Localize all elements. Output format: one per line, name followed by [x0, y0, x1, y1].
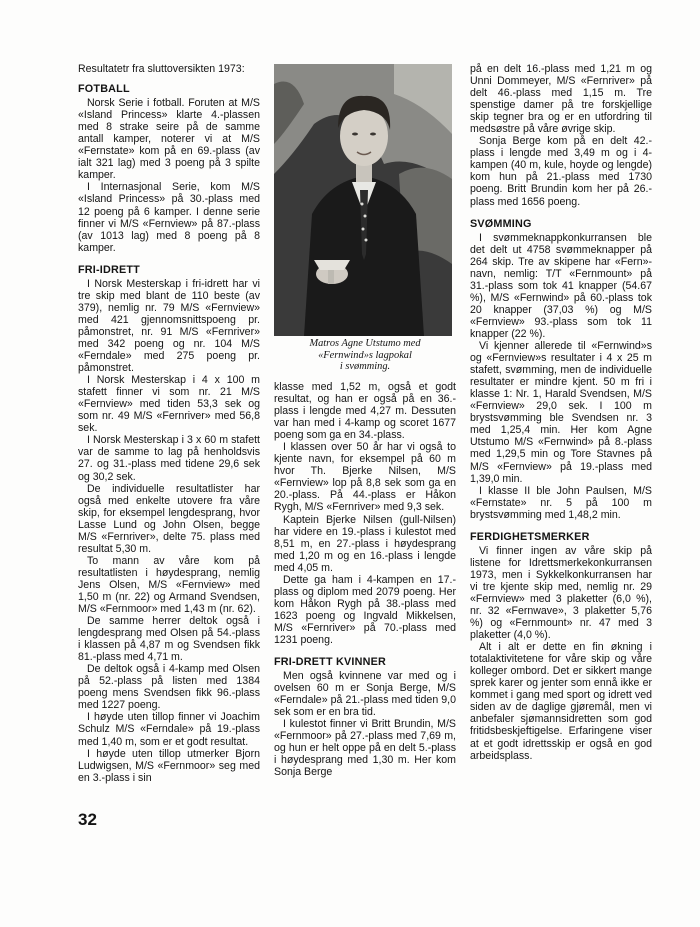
paragraph: I Norsk Mesterskap i fri-idrett har vi tre skip med blant de 110 beste (av 379), nemlig nr. 79 M/S «Fernview» med 421 gjennomsnittspoeng pr. påmonstret, nr. 91 M/S «Fernriver» med 342 poeng og nr. 104 M/S «Ferndale» med 275 poeng pr. påmonstret.: [78, 277, 260, 375]
paragraph: Kaptein Bjerke Nilsen (gull-Nilsen) har videre en 19.-plass i kulestot med 8,51 m, en 27.-plass i høydesprang med 1,20 m og en 16.-plass i lengde med 4,05 m.: [274, 513, 456, 574]
paragraph: I kulestot finner vi Britt Brundin, M/S «Fernmoor» på 27.-plass med 7,69 m, og hun er helt oppe på en delt 5.-plass i høydesprang med 1,30 m. Her kom Sonja Berge: [274, 718, 456, 779]
paragraph: I Norsk Mesterskap i 4 x 100 m stafett finner vi som nr. 21 M/S «Fernview» med tiden 53,3 sek og som nr. 49 M/S «Fernriver» med 56,8 sek.: [78, 374, 260, 435]
column-right: [470, 63, 652, 762]
heading-svomming: SVØMMING: [470, 217, 532, 230]
paragraph: Alt i alt er dette en fin økning i totalaktivitetene for våre skip og våre kolleger ombord. Det er sikkert mange sprek karer og jenter som ennå ikke er kommet i gang med sport og idrett ved siden av de daglige gjøremål, men vi anbefaler sjømannsidretten som god fritidsbeskjeftigelse. Erfaringene viser at et godt idrettsskip er også en god arbeidsplass.: [470, 641, 652, 762]
paragraph: De deltok også i 4-kamp med Olsen på 52.-plass på listen med 1384 poeng mens Svendsen fikk 96.-plass med 1227 poeng.: [78, 663, 260, 712]
paragraph: To mann av våre kom på resultatlisten i høydesprang, nemlig Jens Olsen, M/S «Fernview» med 1,50 m (nr. 22) og Armand Svendsen, M/S «Fernmoor» med 1,43 m (nr. 62).: [78, 554, 260, 616]
paragraph: Sonja Berge kom på en delt 42.-plass i lengde med 3,49 m og i 4-kampen (40 m, kule, hoyde og lengde) kom hun på 21.-plass med 1730 poeng. Britt Brundin kom her på 26.-plass med 1656 poeng.: [470, 135, 652, 208]
paragraph: I høyde uten tillop finner vi Joachim Schulz M/S «Ferndale» på 19.-plass med 1,40 m, som er et godt resultat.: [78, 711, 260, 748]
photo-illustration: [274, 64, 452, 336]
paragraph: Norsk Serie i fotball. Foruten at M/S «Island Princess» klarte 4.-plassen med 8 strake seire på de samme antall kamper, noterer vi at M/S «Fernstate» kom på en 69.-plass (av ialt 321 lag) med 3 poeng på 3 spilte kamper.: [78, 97, 260, 182]
paragraph: I høyde uten tillop utmerker Bjorn Ludwigsen, M/S «Fernmoor» seg med en 3.-plass i sin: [78, 747, 260, 784]
paragraph: på en delt 16.-plass med 1,21 m og Unni Dommeyer, M/S «Fernriver» på delt 46.-plass med 1,15 m. Tre spenstige damer på tre forskjellige skip tegner bra og er en utfordring til medsøstre på våre øvrige skip.: [470, 63, 652, 136]
caption-line: «Fernwind»s lagpokal: [318, 349, 412, 361]
photo-sailor-with-trophy: [274, 64, 452, 336]
paragraph: Men også kvinnene var med og i ovelsen 60 m er Sonja Berge, M/S «Ferndale» på 21.-plass med tiden 9,0 sek som er en bra tid.: [274, 670, 456, 719]
paragraph: I klasse II ble John Paulsen, M/S «Fernstate» nr. 5 på 100 m brystsvømming med 1,48,2 min.: [470, 484, 652, 521]
photo-caption: [274, 338, 456, 373]
column-middle: [274, 381, 456, 779]
paragraph: De individuelle resultatlister har også med enkelte utovere fra våre skip, for eksempel lengdesprang, hvor Lasse Lund og John Olsen, begge M/S «Fernriver», delte 75. plass med resultat 5,30 m.: [78, 482, 260, 555]
heading-ferdighetsmerker: FERDIGHETSMERKER: [470, 530, 590, 543]
paragraph: I klassen over 50 år har vi også to kjente navn, for eksempel på 60 m hvor Th. Bjerke Nilsen, M/S «Fernview» lop på 8,8 sek som ga en 20.-plass. På 44.-plass er Håkon Rygh, M/S «Fernriver» med 9,3 sek.: [274, 441, 456, 514]
paragraph: klasse med 1,52 m, også et godt resultat, og han er også på en 36.-plass i lengde med 4,27 m. Dessuten var han med i 4-kamp og scoret 1677 poeng som ga en 34.-plass.: [274, 381, 456, 442]
paragraph: Vi kjenner allerede til «Fernwind»s og «Fernview»s resultater i 4 x 25 m stafett, svømming, men de individuelle resultater er mindre kjent. 50 m fri i klasse 1: Nr. 1, Harald Svendsen, M/S «Fernview» 29,0 sek. I 100 m brystsvømming ble Svendsen nr. 3 med 1,25,4 min. Her kom Agne Utstumo M/S «Fernwind» på 8.-plass med 1,29,5 min og Tore Stavnes på M/S «Fernview» på 19.-plass med 1,39,0 min.: [470, 340, 652, 485]
paragraph: Dette ga ham i 4-kampen en 17.-plass og diplom med 2079 poeng. Her kom Håkon Rygh på 38.-plass med 1623 poeng og Ingvald Mikkelsen, M/S «Fernriver» på 70.-plass med 1231 poeng.: [274, 573, 456, 646]
paragraph: Vi finner ingen av våre skip på listene for Idrettsmerkekonkurransen 1973, men i Sykkelkonkurransen har vi tre kjente skip med, nemlig nr. 29 «Fernview» med 3 plaketter (6,0 %), nr. 32 «Fernwave», 3 plaketter 5,76 %) og «Fernmount» nr. 47 med 3 plaketter (4,0 %).: [470, 544, 652, 642]
column-left: [78, 63, 260, 784]
caption-line: Matros Agne Utstumo med: [309, 338, 421, 349]
caption-line: i svømming.: [339, 361, 391, 373]
paragraph: De samme herrer deltok også i lengdesprang med Olsen på 54.-plass i klassen på 4,87 m og Svendsen fikk 81.-plass med 4,71 m.: [78, 615, 260, 664]
paragraph: I Norsk Mesterskap i 3 x 60 m stafett var de samme to lag på henholdsvis 27. og 31.-plass med tidene 29,6 sek og 30,2 sek.: [78, 434, 260, 483]
heading-friidrett: FRI-IDRETT: [78, 263, 140, 276]
paragraph: I svømmeknappkonkurransen ble det delt ut 4758 svømmeknapper på 264 skip. Tre av skipene har «Fern»-navn, nemlig: T/T «Fernmount» på 31.-plass som tok 41 knapper (54.67 %), M/S «Fernwind» på 60.-plass tok 20 knapper (37,03 %) og M/S «Fernview» 93.-plass som tok 11 knapper (22 %).: [470, 231, 652, 340]
heading-friidrett-kvinner: FRI-DRETT KVINNER: [274, 656, 386, 669]
paragraph: I Internasjonal Serie, kom M/S «Island Princess» på 30.-plass med 12 poeng på 6 kamper. I denne serie finner vi M/S «Fernview» på 87.-plass (av 1013 lag) med 8 poeng på 8 kamper.: [78, 181, 260, 254]
intro-text: Resultatetr fra sluttoversikten 1973:: [78, 63, 245, 75]
page-number: 32: [78, 810, 97, 829]
heading-fotball: FOTBALL: [78, 83, 130, 96]
